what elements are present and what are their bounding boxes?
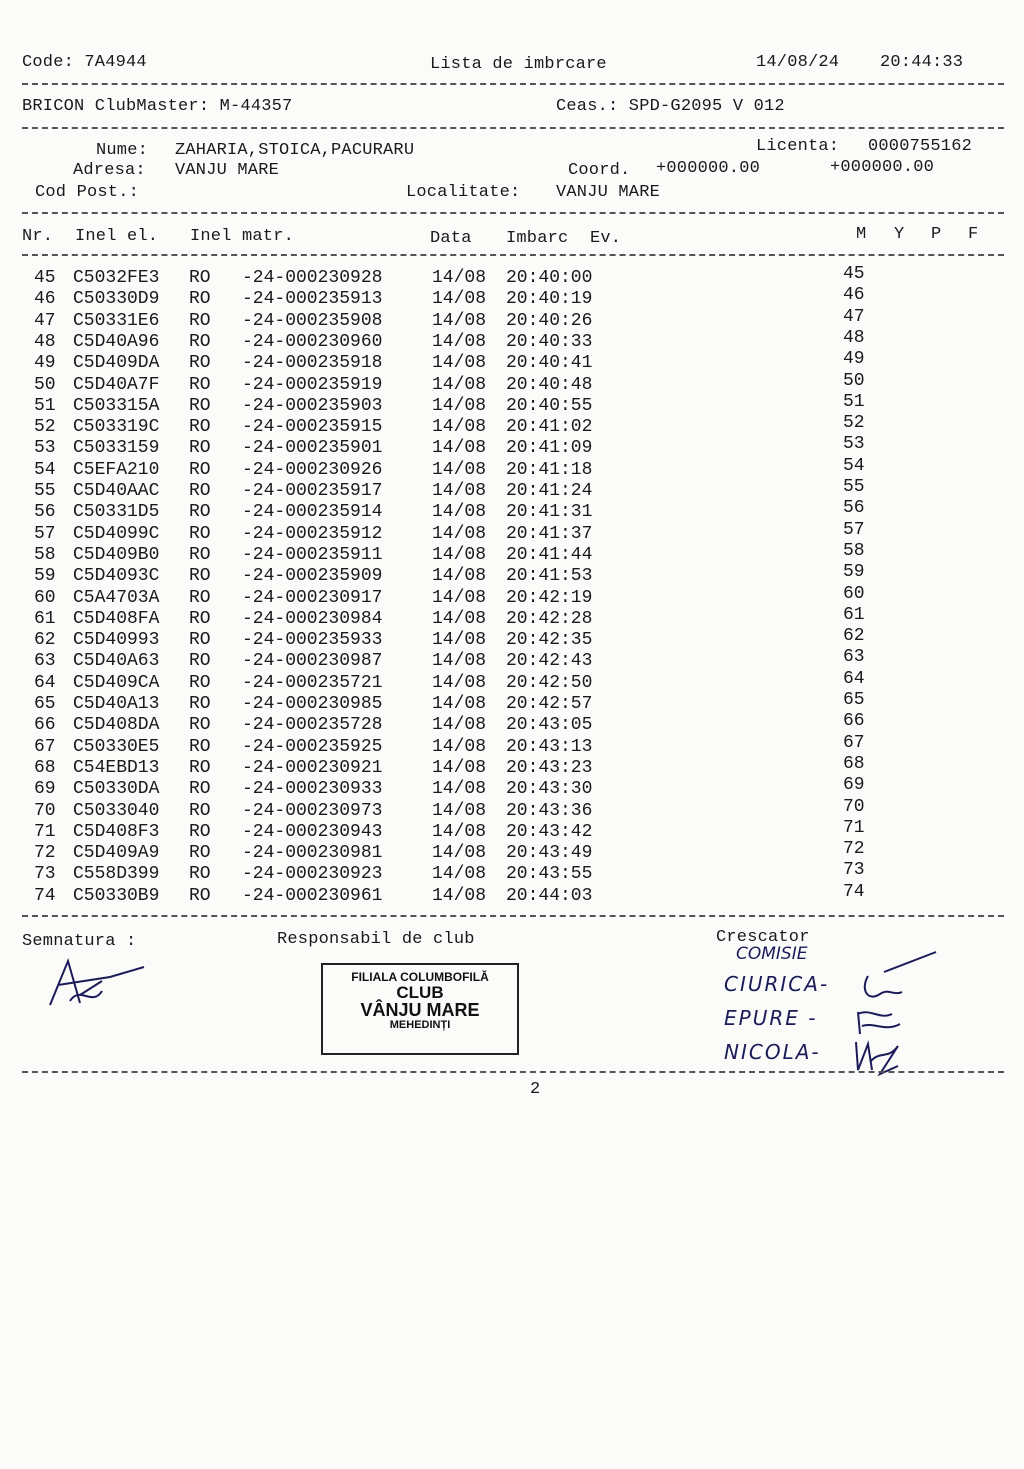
row-m: 63: [843, 647, 865, 668]
row-data: 14/08: [432, 736, 487, 757]
address-label: Adresa:: [73, 161, 146, 180]
row-country: RO: [189, 268, 211, 288]
row-data: 14/08: [432, 438, 487, 459]
row-data: 14/08: [432, 843, 487, 864]
row-imbarc: 20:41:09: [506, 438, 593, 459]
row-nr: 72: [34, 843, 56, 864]
table-row: [0, 370, 1024, 396]
row-nr: 65: [34, 694, 56, 714]
row-data: 14/08: [432, 566, 487, 587]
row-m: 69: [843, 775, 865, 796]
row-country: RO: [189, 630, 211, 651]
clock-id: Ceas.: SPD-G2095 V 012: [556, 97, 785, 116]
row-inel-matr: -24-000230961: [242, 885, 383, 906]
row-nr: 54: [34, 459, 56, 480]
table-row: [0, 540, 1024, 566]
row-data: 14/08: [432, 417, 487, 438]
row-inel-el: C5D409CA: [73, 672, 160, 693]
clubmaster-id: BRICON ClubMaster: M-44357: [22, 97, 293, 116]
row-country: RO: [189, 651, 211, 672]
row-data: 14/08: [432, 481, 487, 501]
row-country: RO: [189, 395, 211, 416]
separator: [22, 127, 1004, 129]
row-imbarc: 20:44:03: [506, 885, 593, 906]
row-country: RO: [189, 353, 211, 374]
row-country: RO: [189, 481, 211, 501]
row-m: 52: [843, 413, 865, 434]
table-row: [0, 519, 1024, 545]
table-row: [0, 732, 1024, 758]
row-imbarc: 20:43:49: [506, 843, 593, 864]
row-inel-matr: -24-000230984: [242, 608, 383, 629]
table-row: [0, 562, 1024, 587]
row-inel-matr: -24-000235909: [242, 566, 383, 587]
row-imbarc: 20:41:24: [506, 481, 593, 501]
stamp-line-2: CLUB: [396, 982, 444, 1002]
row-country: RO: [189, 374, 211, 395]
licence-label: Licenta:: [756, 137, 840, 156]
row-inel-matr: -24-000235914: [242, 502, 383, 523]
commission-signatures: [840, 950, 950, 1078]
row-nr: 52: [34, 417, 56, 438]
row-m: 47: [843, 306, 865, 327]
table-row: [0, 775, 1024, 800]
row-m: 55: [843, 477, 865, 497]
row-nr: 47: [34, 310, 56, 331]
row-imbarc: 20:43:55: [506, 864, 593, 885]
row-data: 14/08: [432, 459, 487, 480]
row-data: 14/08: [432, 651, 487, 672]
table-row: [0, 413, 1024, 438]
row-country: RO: [189, 843, 211, 864]
row-nr: 51: [34, 395, 56, 416]
row-m: 49: [843, 349, 865, 370]
row-country: RO: [189, 757, 211, 778]
row-country: RO: [189, 544, 211, 565]
row-data: 14/08: [432, 608, 487, 629]
separator: [22, 83, 1004, 85]
row-inel-el: C5D40993: [73, 630, 160, 651]
table-row: [0, 796, 1024, 822]
row-m: 72: [843, 839, 865, 860]
row-nr: 58: [34, 544, 56, 565]
code-label: Code: 7A4944: [22, 53, 147, 72]
row-nr: 45: [34, 268, 56, 288]
table-row: [0, 690, 1024, 715]
table-row: [0, 668, 1024, 694]
postcode-label: Cod Post.:: [35, 183, 140, 202]
row-country: RO: [189, 587, 211, 608]
row-imbarc: 20:41:44: [506, 544, 593, 565]
row-inel-matr: -24-000230928: [242, 268, 383, 288]
document-title: Lista de imbrcare: [430, 55, 607, 74]
row-inel-matr: -24-000235933: [242, 630, 383, 651]
name-label: Nume:: [96, 141, 149, 160]
row-nr: 55: [34, 481, 56, 501]
row-imbarc: 20:40:33: [506, 331, 593, 352]
row-nr: 53: [34, 438, 56, 459]
table-row: [0, 604, 1024, 630]
row-data: 14/08: [432, 715, 487, 736]
row-nr: 59: [34, 566, 56, 587]
row-inel-matr: -24-000235915: [242, 417, 383, 438]
row-nr: 57: [34, 523, 56, 544]
signature-label: Semnatura :: [22, 932, 137, 951]
row-inel-el: C50330D9: [73, 289, 160, 310]
table-row: [0, 455, 1024, 481]
row-imbarc: 20:42:35: [506, 630, 593, 651]
row-imbarc: 20:41:53: [506, 566, 593, 587]
row-inel-el: C5D40AAC: [73, 481, 160, 501]
separator: [22, 915, 1004, 917]
row-inel-el: C5D40A63: [73, 651, 160, 672]
row-country: RO: [189, 864, 211, 885]
row-m: 60: [843, 583, 865, 604]
licence-number: 0000755162: [868, 137, 973, 156]
row-nr: 68: [34, 757, 56, 778]
row-inel-el: C5D408FA: [73, 608, 160, 629]
row-imbarc: 20:41:31: [506, 502, 593, 523]
table-row: [0, 647, 1024, 672]
row-inel-matr: -24-000235721: [242, 672, 383, 693]
row-nr: 69: [34, 779, 56, 800]
row-inel-matr: -24-000230973: [242, 800, 383, 821]
row-m: 62: [843, 626, 865, 647]
col-y: Y: [894, 225, 905, 244]
row-imbarc: 20:40:55: [506, 395, 593, 416]
commission-member-3: NICOLA-: [724, 1040, 821, 1064]
row-nr: 62: [34, 630, 56, 651]
row-inel-el: C5D408DA: [73, 715, 160, 736]
row-inel-el: C50330E5: [73, 736, 160, 757]
table-row: [0, 327, 1024, 353]
table-row: [0, 711, 1024, 736]
row-m: 53: [843, 434, 865, 455]
row-country: RO: [189, 331, 211, 352]
row-nr: 63: [34, 651, 56, 672]
row-inel-matr: -24-000230985: [242, 694, 383, 714]
row-imbarc: 20:41:02: [506, 417, 593, 438]
col-p: P: [931, 225, 942, 244]
row-country: RO: [189, 502, 211, 523]
table-row: [0, 583, 1024, 609]
row-imbarc: 20:42:28: [506, 608, 593, 629]
col-nr: Nr.: [22, 227, 54, 246]
row-data: 14/08: [432, 800, 487, 821]
row-imbarc: 20:42:43: [506, 651, 593, 672]
table-row: [0, 839, 1024, 864]
separator: [22, 254, 1004, 256]
row-inel-el: C50331E6: [73, 310, 160, 331]
row-inel-el: C54EBD13: [73, 757, 160, 778]
row-inel-matr: -24-000230926: [242, 459, 383, 480]
row-imbarc: 20:40:41: [506, 353, 593, 374]
table-row: [0, 349, 1024, 374]
row-imbarc: 20:43:23: [506, 757, 593, 778]
row-inel-el: C5D408F3: [73, 821, 160, 842]
row-country: RO: [189, 310, 211, 331]
club-responsible-label: Responsabil de club: [277, 930, 475, 949]
row-country: RO: [189, 523, 211, 544]
row-m: 54: [843, 455, 865, 476]
row-inel-el: C50330DA: [73, 779, 160, 800]
row-imbarc: 20:40:00: [506, 268, 593, 288]
row-data: 14/08: [432, 694, 487, 714]
row-m: 45: [843, 264, 865, 284]
commission-member-1: CIURICA-: [724, 972, 830, 996]
table-row: [0, 817, 1024, 843]
row-country: RO: [189, 694, 211, 714]
row-inel-matr: -24-000230917: [242, 587, 383, 608]
row-imbarc: 20:43:05: [506, 715, 593, 736]
coord-label: Coord.: [568, 161, 631, 180]
row-data: 14/08: [432, 502, 487, 523]
col-data: Data: [430, 229, 472, 248]
coord-y: +000000.00: [830, 158, 935, 177]
row-inel-matr: -24-000230921: [242, 757, 383, 778]
row-data: 14/08: [432, 310, 487, 331]
row-m: 70: [843, 796, 865, 817]
row-inel-el: C5D40A13: [73, 694, 160, 714]
row-m: 56: [843, 498, 865, 519]
row-inel-matr: -24-000235919: [242, 374, 383, 395]
table-row: [0, 498, 1024, 523]
header-date: 14/08/24: [756, 53, 840, 72]
row-inel-el: C503319C: [73, 417, 160, 438]
row-country: RO: [189, 289, 211, 310]
row-inel-el: C558D399: [73, 864, 160, 885]
row-data: 14/08: [432, 268, 487, 288]
row-data: 14/08: [432, 587, 487, 608]
row-inel-matr: -24-000235918: [242, 353, 383, 374]
row-inel-matr: -24-000230960: [242, 331, 383, 352]
row-data: 14/08: [432, 779, 487, 800]
table-row: [0, 860, 1024, 885]
row-country: RO: [189, 672, 211, 693]
row-nr: 71: [34, 821, 56, 842]
row-country: RO: [189, 779, 211, 800]
table-row: [0, 306, 1024, 332]
row-country: RO: [189, 736, 211, 757]
row-m: 65: [843, 690, 865, 710]
row-inel-el: C503315A: [73, 395, 160, 416]
locality-label: Localitate:: [406, 183, 521, 202]
row-inel-matr: -24-000235728: [242, 715, 383, 736]
table-row: [0, 264, 1024, 289]
row-inel-el: C5033159: [73, 438, 160, 459]
row-imbarc: 20:41:18: [506, 459, 593, 480]
locality-value: VANJU MARE: [556, 183, 661, 202]
col-inel-matr: Inel matr.: [190, 227, 295, 246]
col-imbarc: Imbarc: [506, 229, 569, 248]
row-data: 14/08: [432, 757, 487, 778]
col-inel-el: Inel el.: [75, 227, 159, 246]
col-ev: Ev.: [590, 229, 622, 248]
row-country: RO: [189, 800, 211, 821]
table-row: [0, 434, 1024, 459]
table-row: [0, 881, 1024, 907]
row-inel-el: C5D4093C: [73, 566, 160, 587]
row-imbarc: 20:40:48: [506, 374, 593, 395]
table-row: [0, 626, 1024, 651]
row-m: 57: [843, 519, 865, 540]
row-country: RO: [189, 885, 211, 906]
row-inel-matr: -24-000230981: [242, 843, 383, 864]
coord-x: +000000.00: [656, 159, 761, 178]
col-m: M: [856, 225, 867, 244]
row-imbarc: 20:43:30: [506, 779, 593, 800]
row-inel-matr: -24-000235908: [242, 310, 383, 331]
row-nr: 67: [34, 736, 56, 757]
row-inel-el: C5D40A96: [73, 331, 160, 352]
header-time: 20:44:33: [880, 53, 964, 72]
row-imbarc: 20:42:19: [506, 587, 593, 608]
page-number: 2: [530, 1080, 541, 1099]
row-m: 58: [843, 540, 865, 561]
row-data: 14/08: [432, 672, 487, 693]
row-inel-el: C5033040: [73, 800, 160, 821]
row-data: 14/08: [432, 523, 487, 544]
club-stamp: [321, 963, 519, 1055]
row-m: 73: [843, 860, 865, 881]
row-data: 14/08: [432, 630, 487, 651]
commission-title: COMISIE: [736, 944, 808, 964]
row-nr: 48: [34, 331, 56, 352]
breeder-label: Crescator: [716, 928, 810, 947]
stamp-line-3: VÂNJU MARE: [360, 1000, 480, 1021]
row-imbarc: 20:43:13: [506, 736, 593, 757]
row-inel-matr: -24-000235913: [242, 289, 383, 310]
row-inel-matr: -24-000230923: [242, 864, 383, 885]
row-inel-el: C50331D5: [73, 502, 160, 523]
owner-name: ZAHARIA,STOICA,PACURARU: [175, 141, 415, 160]
row-data: 14/08: [432, 864, 487, 885]
separator: [22, 212, 1004, 214]
table-row: [0, 391, 1024, 417]
row-m: 68: [843, 753, 865, 774]
row-nr: 73: [34, 864, 56, 885]
row-nr: 66: [34, 715, 56, 736]
row-m: 61: [843, 604, 865, 625]
row-m: 74: [843, 881, 865, 902]
row-country: RO: [189, 417, 211, 438]
row-country: RO: [189, 821, 211, 842]
row-inel-el: C5EFA210: [73, 459, 160, 480]
row-data: 14/08: [432, 885, 487, 906]
row-m: 66: [843, 711, 865, 732]
signature-mark: [40, 955, 150, 1015]
row-nr: 56: [34, 502, 56, 523]
row-inel-el: C5A4703A: [73, 587, 160, 608]
row-m: 71: [843, 817, 865, 838]
row-inel-el: C5D40A7F: [73, 374, 160, 395]
row-imbarc: 20:41:37: [506, 523, 593, 544]
row-nr: 50: [34, 374, 56, 395]
row-data: 14/08: [432, 544, 487, 565]
table-row: [0, 753, 1024, 779]
row-m: 59: [843, 562, 865, 583]
table-row: [0, 477, 1024, 502]
row-data: 14/08: [432, 374, 487, 395]
row-nr: 64: [34, 672, 56, 693]
row-data: 14/08: [432, 395, 487, 416]
row-inel-el: C5D409DA: [73, 353, 160, 374]
row-imbarc: 20:42:57: [506, 694, 593, 714]
row-country: RO: [189, 608, 211, 629]
row-nr: 61: [34, 608, 56, 629]
row-inel-matr: -24-000235903: [242, 395, 383, 416]
row-inel-matr: -24-000235901: [242, 438, 383, 459]
row-data: 14/08: [432, 289, 487, 310]
row-country: RO: [189, 566, 211, 587]
row-country: RO: [189, 715, 211, 736]
row-imbarc: 20:43:42: [506, 821, 593, 842]
row-data: 14/08: [432, 331, 487, 352]
row-inel-matr: -24-000235917: [242, 481, 383, 501]
row-data: 14/08: [432, 353, 487, 374]
row-m: 51: [843, 391, 865, 412]
commission-member-2: EPURE -: [724, 1006, 818, 1030]
row-inel-el: C50330B9: [73, 885, 160, 906]
row-nr: 46: [34, 289, 56, 310]
separator: [22, 1071, 1004, 1073]
row-inel-el: C5032FE3: [73, 268, 160, 288]
row-m: 48: [843, 327, 865, 348]
owner-address: VANJU MARE: [175, 161, 280, 180]
row-m: 67: [843, 732, 865, 753]
stamp-line-1: FILIALA COLUMBOFILĂ: [351, 970, 489, 984]
row-m: 50: [843, 370, 865, 391]
row-nr: 49: [34, 353, 56, 374]
row-inel-el: C5D409B0: [73, 544, 160, 565]
table-row: [0, 285, 1024, 310]
row-country: RO: [189, 459, 211, 480]
row-inel-matr: -24-000230987: [242, 651, 383, 672]
row-nr: 60: [34, 587, 56, 608]
row-nr: 70: [34, 800, 56, 821]
row-inel-matr: -24-000230933: [242, 779, 383, 800]
row-inel-matr: -24-000235911: [242, 544, 383, 565]
row-nr: 74: [34, 885, 56, 906]
row-data: 14/08: [432, 821, 487, 842]
row-inel-matr: -24-000235912: [242, 523, 383, 544]
stamp-line-4: MEHEDINȚI: [389, 1019, 451, 1032]
col-f: F: [968, 225, 979, 244]
row-imbarc: 20:42:50: [506, 672, 593, 693]
row-imbarc: 20:40:26: [506, 310, 593, 331]
row-imbarc: 20:40:19: [506, 289, 593, 310]
row-imbarc: 20:43:36: [506, 800, 593, 821]
row-country: RO: [189, 438, 211, 459]
row-m: 64: [843, 668, 865, 689]
row-inel-matr: -24-000230943: [242, 821, 383, 842]
row-inel-matr: -24-000235925: [242, 736, 383, 757]
row-inel-el: C5D409A9: [73, 843, 160, 864]
row-inel-el: C5D4099C: [73, 523, 160, 544]
row-m: 46: [843, 285, 865, 306]
